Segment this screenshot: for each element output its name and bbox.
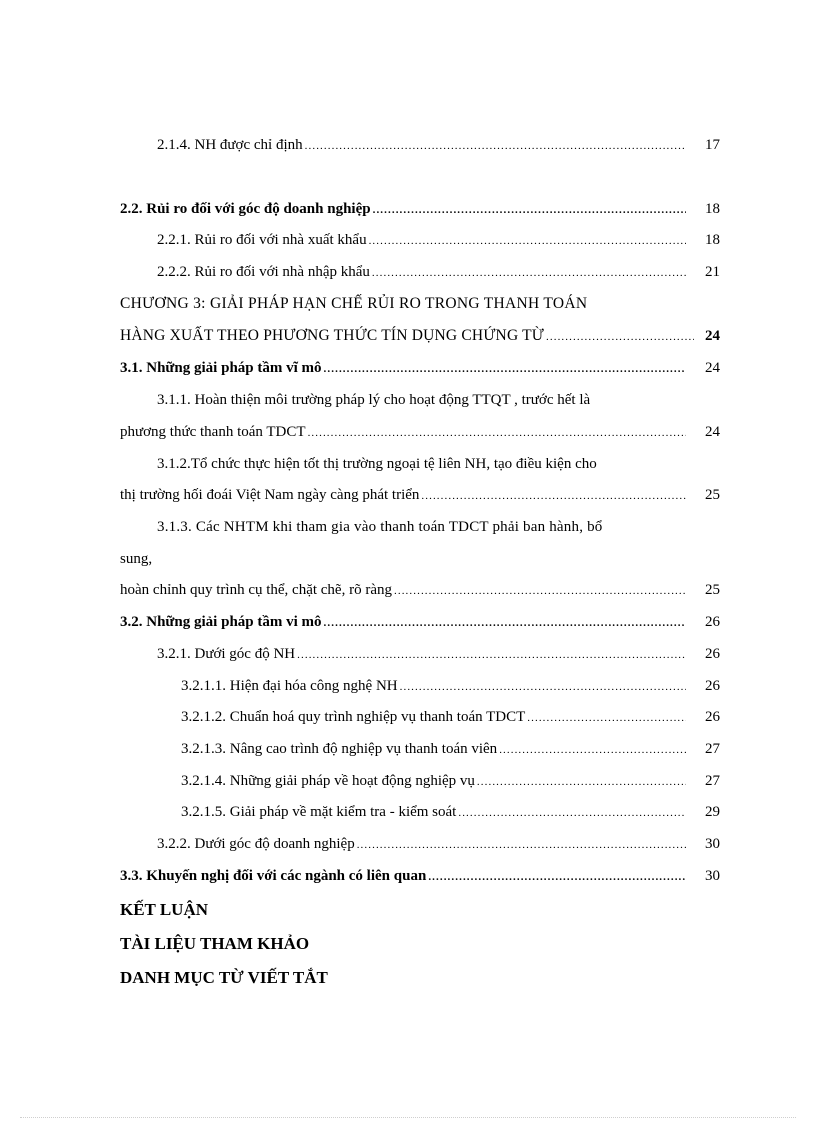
- toc-line: [120, 865, 688, 888]
- toc-entry-title-line2: sung,: [120, 551, 153, 567]
- dot-leader: [357, 834, 686, 856]
- toc-page-number: 26: [705, 614, 720, 630]
- toc-line: [181, 770, 688, 793]
- toc-entry[interactable]: [0, 675, 816, 697]
- toc-line: [120, 484, 688, 507]
- toc-entry[interactable]: [0, 325, 816, 347]
- toc-entry-title: 3.2.1.1. Hiện đại hóa công nghệ NH: [181, 678, 398, 694]
- dot-leader: [400, 676, 686, 698]
- toc-page-number: 25: [705, 582, 720, 598]
- toc-entry-title: 3.2. Những giải pháp tầm vi mô: [120, 614, 322, 630]
- toc-entry[interactable]: [0, 611, 816, 633]
- toc-page-number: 27: [705, 773, 720, 789]
- dot-leader: [369, 230, 686, 252]
- toc-line: [120, 357, 688, 380]
- toc-line: [157, 833, 688, 856]
- toc-line: [181, 675, 688, 698]
- toc-line: [157, 134, 688, 157]
- toc-line: [120, 421, 688, 444]
- toc-line: [120, 611, 688, 634]
- section-conclusion[interactable]: KẾT LUẬN: [120, 900, 209, 919]
- chapter-title-line1[interactable]: CHƯƠNG 3: GIẢI PHÁP HẠN CHẾ RỦI RO TRONG THANH TOÁN: [120, 295, 588, 312]
- toc-page-number: 26: [705, 709, 720, 725]
- toc-entry[interactable]: [0, 833, 816, 855]
- toc-entry[interactable]: [0, 198, 816, 220]
- toc-entry[interactable]: [0, 229, 816, 251]
- toc-entry-title-line3: hoàn chỉnh quy trình cụ thể, chặt chẽ, rõ ràng: [120, 582, 392, 598]
- toc-entry-title: 3.3. Khuyến nghị đối với các ngành có liên quan: [120, 868, 427, 884]
- toc-page-number: 25: [705, 487, 720, 503]
- dot-leader: [428, 866, 686, 888]
- toc-entry[interactable]: [0, 261, 816, 283]
- toc-line: [181, 706, 688, 729]
- toc-entry[interactable]: [0, 421, 816, 443]
- toc-page-number: 27: [705, 741, 720, 757]
- section-references[interactable]: TÀI LIỆU THAM KHẢO: [120, 934, 310, 953]
- toc-entry-title-line2: thị trường hối đoái Việt Nam ngày càng phát triển: [120, 487, 420, 503]
- toc-entry-title: 3.2.2. Dưới góc độ doanh nghiệp: [157, 836, 355, 852]
- dot-leader: [477, 771, 686, 793]
- page-bottom-divider: [20, 1117, 796, 1118]
- dot-leader: [373, 199, 686, 221]
- section-abbreviations[interactable]: DANH MỤC TỪ VIẾT TẮT: [120, 968, 328, 987]
- toc-line: [120, 198, 688, 221]
- toc-page-number: 26: [705, 678, 720, 694]
- toc-entry-title: 3.2.1.2. Chuẩn hoá quy trình nghiệp vụ thanh toán TDCT: [181, 709, 526, 725]
- toc-entry-title: 3.2.1.3. Nâng cao trình độ nghiệp vụ thanh toán viên: [181, 741, 498, 757]
- toc-line: [157, 229, 688, 252]
- toc-page-number: 24: [705, 424, 720, 440]
- toc-entry-title: 2.2.2. Rủi ro đối với nhà nhập khẩu: [157, 264, 370, 280]
- dot-leader: [499, 739, 686, 761]
- toc-entry[interactable]: [0, 865, 816, 887]
- toc-line: [181, 801, 688, 824]
- toc-line: [157, 261, 688, 284]
- chapter-title-line2: HÀNG XUẤT THEO PHƯƠNG THỨC TÍN DỤNG CHỨNG TỪ: [120, 327, 545, 344]
- dot-leader: [527, 707, 686, 729]
- dot-leader: [324, 358, 686, 380]
- toc-entry-title: 3.1. Những giải pháp tầm vĩ mô: [120, 360, 322, 376]
- toc-line: [157, 643, 688, 666]
- toc-page-number: 26: [705, 646, 720, 662]
- dot-leader: [372, 262, 686, 284]
- toc-page-number: 17: [705, 137, 720, 153]
- toc-entry[interactable]: [0, 738, 816, 760]
- toc-entry[interactable]: [0, 134, 816, 156]
- toc-entry-title-line1[interactable]: 3.1.2.Tổ chức thực hiện tốt thị trường ngoại tệ liên NH, tạo điều kiện cho: [157, 456, 597, 472]
- toc-entry-title-line2: phương thức thanh toán TDCT: [120, 424, 306, 440]
- toc-page-number: 29: [705, 804, 720, 820]
- toc-line: [120, 325, 696, 348]
- toc-entry-title-line1[interactable]: 3.1.1. Hoàn thiện môi trường pháp lý cho hoạt động TTQT , trước hết là: [157, 392, 591, 408]
- toc-entry-title: 2.2. Rủi ro đối với góc độ doanh nghiệp: [120, 201, 371, 217]
- toc-entry-title: 3.2.1. Dưới góc độ NH: [157, 646, 296, 662]
- dot-leader: [421, 485, 686, 507]
- dot-leader: [546, 326, 694, 348]
- toc-entry[interactable]: [0, 484, 816, 506]
- toc-entry-title: 3.2.1.4. Những giải pháp về hoạt động nghiệp vụ: [181, 773, 475, 789]
- toc-page-number: 24: [705, 360, 720, 376]
- toc-line: [120, 579, 688, 602]
- toc-entry-title-line1[interactable]: 3.1.3. Các NHTM khi tham gia vào thanh toán TDCT phải ban hành, bổ: [157, 519, 603, 535]
- dot-leader: [324, 612, 686, 634]
- toc-entry[interactable]: [0, 643, 816, 665]
- toc-entry[interactable]: [0, 770, 816, 792]
- toc-page-number: 18: [705, 201, 720, 217]
- dot-leader: [308, 422, 686, 444]
- toc-page-number: 18: [705, 232, 720, 248]
- toc-entry-title: 2.2.1. Rủi ro đối với nhà xuất khẩu: [157, 232, 367, 248]
- toc-entry[interactable]: [0, 706, 816, 728]
- toc-entry-title: 3.2.1.5. Giải pháp về mặt kiểm tra - kiểm soát: [181, 804, 457, 820]
- toc-page-number: 30: [705, 836, 720, 852]
- toc-entry[interactable]: [0, 357, 816, 379]
- dot-leader: [297, 644, 686, 666]
- dot-leader: [394, 580, 686, 602]
- toc-page-number: 21: [705, 264, 720, 280]
- toc-page-number: 24: [705, 328, 720, 344]
- toc-entry-title: 2.1.4. NH được chỉ định: [157, 137, 303, 153]
- toc-page-number: 30: [705, 868, 720, 884]
- dot-leader: [305, 135, 686, 157]
- toc-line: [181, 738, 688, 761]
- dot-leader: [458, 802, 686, 824]
- toc-entry[interactable]: [0, 579, 816, 601]
- toc-entry[interactable]: [0, 801, 816, 823]
